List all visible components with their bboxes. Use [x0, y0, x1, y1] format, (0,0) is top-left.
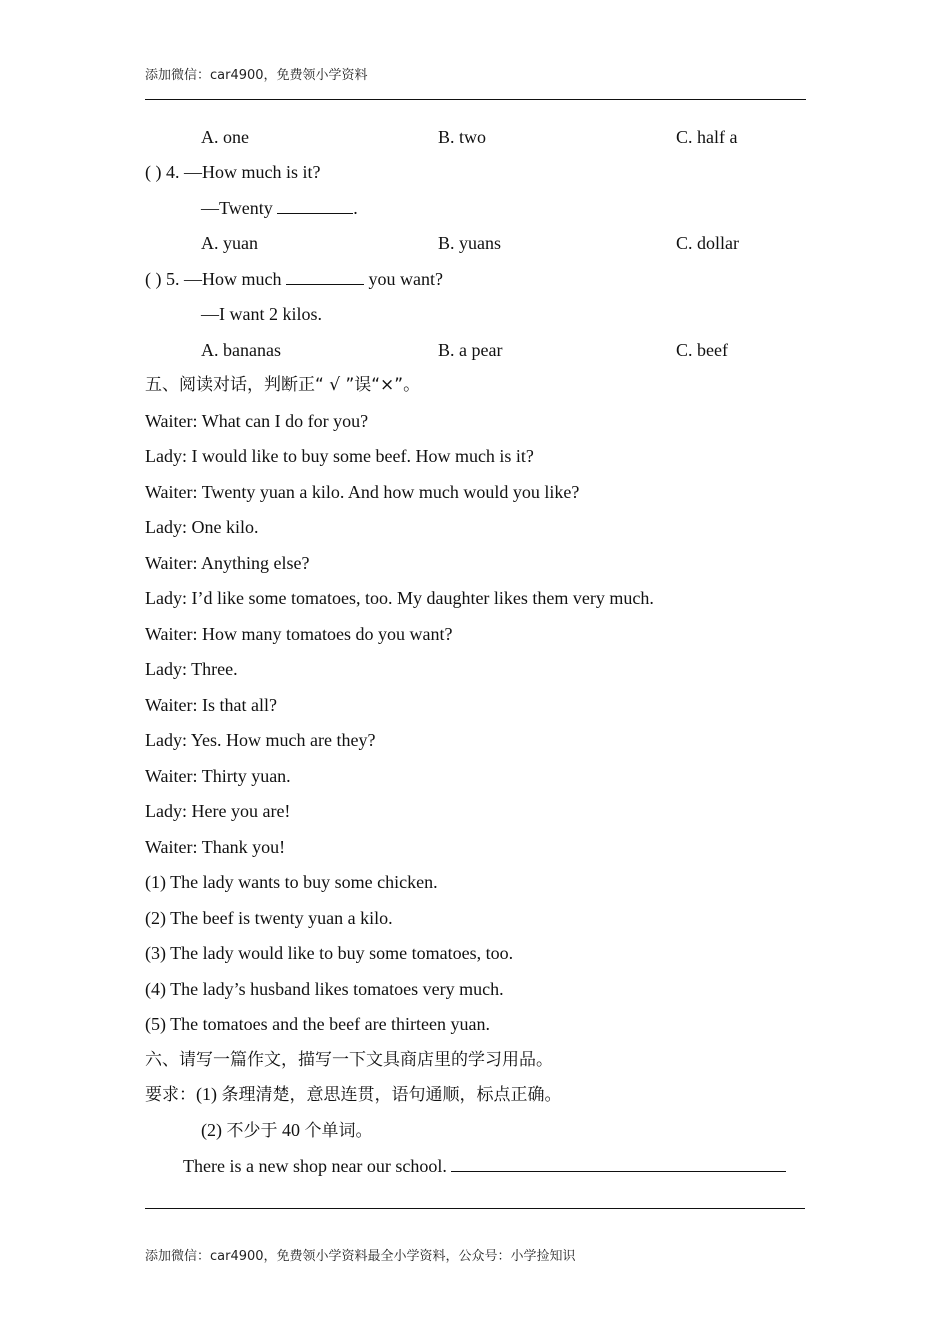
- essay-starter-text: There is a new shop near our school.: [183, 1156, 452, 1176]
- q5-blank: [286, 268, 364, 285]
- q3-option-b: B. two: [438, 127, 487, 147]
- requirement-2: [201, 1119, 373, 1142]
- q4-answer: [201, 197, 358, 219]
- q5-stem-prefix: ( ) 5. —How much: [145, 269, 286, 289]
- q4-option-b: B. yuans: [438, 233, 501, 253]
- q5-option-c: C. beef: [676, 340, 728, 360]
- q5-stem-suffix: you want?: [363, 269, 443, 289]
- q5-stem: [145, 268, 443, 290]
- q5-option-b: B. a pear: [438, 340, 503, 360]
- statement-3: (3) The lady would like to buy some tomatoes, too.: [145, 943, 514, 963]
- section6-title: 六、请写一篇作文，描写一下文具商店里的学习用品。: [145, 1050, 553, 1070]
- section5-title: 五、阅读对话，判断正“ √ ”误“×”。: [145, 375, 421, 395]
- q4-option-c: C. dollar: [676, 233, 739, 253]
- dialogue-line: Waiter: What can I do for you?: [145, 411, 369, 431]
- dialogue-line: Lady: Here you are!: [145, 801, 291, 821]
- page-footer: 添加微信：car4900，免费领小学资料最全小学资料，公众号：小学捡知识: [145, 1249, 576, 1264]
- requirement-2-mid: 不少于: [226, 1121, 278, 1141]
- dialogue-line: Waiter: How many tomatoes do you want?: [145, 624, 453, 644]
- requirement-2-end: 个单词。: [304, 1121, 373, 1141]
- dialogue-line: Lady: I would like to buy some beef. How much is it?: [145, 446, 534, 466]
- requirement-label: 要求：: [145, 1085, 196, 1105]
- requirement-1-text: 条理清楚，意思连贯，语句通顺，标点正确。: [221, 1085, 562, 1105]
- essay-starter: [183, 1155, 786, 1177]
- q4-answer-suffix: .: [353, 198, 358, 218]
- statement-1: (1) The lady wants to buy some chicken.: [145, 872, 438, 892]
- dialogue-line: Lady: One kilo.: [145, 517, 259, 537]
- dialogue-line: Waiter: Thank you!: [145, 837, 286, 857]
- dialogue-line: Waiter: Anything else?: [145, 553, 310, 573]
- q4-stem: ( ) 4. —How much is it?: [145, 162, 321, 182]
- q5-answer: —I want 2 kilos.: [201, 304, 322, 324]
- dialogue-line: Waiter: Thirty yuan.: [145, 766, 291, 786]
- requirement-1-number: (1): [196, 1084, 222, 1104]
- dialogue-line: Lady: I’d like some tomatoes, too. My daughter likes them very much.: [145, 588, 654, 608]
- dialogue-line: Waiter: Is that all?: [145, 695, 277, 715]
- q5-option-a: A. bananas: [201, 340, 281, 360]
- statement-4: (4) The lady’s husband likes tomatoes very much.: [145, 979, 504, 999]
- essay-blank-1: [451, 1155, 786, 1172]
- dialogue-line: Waiter: Twenty yuan a kilo. And how much would you like?: [145, 482, 580, 502]
- q3-option-c: C. half a: [676, 127, 738, 147]
- dialogue-line: Lady: Three.: [145, 659, 238, 679]
- requirement-2-count: 40: [277, 1120, 305, 1140]
- dialogue-line: Lady: Yes. How much are they?: [145, 730, 376, 750]
- q3-option-a: A. one: [201, 127, 249, 147]
- q4-answer-prefix: —Twenty: [201, 198, 278, 218]
- requirement-1: [145, 1083, 562, 1106]
- essay-blank-2: [145, 1208, 805, 1209]
- statement-2: (2) The beef is twenty yuan a kilo.: [145, 908, 393, 928]
- page-header: 添加微信：car4900，免费领小学资料: [145, 68, 368, 83]
- q4-blank: [277, 197, 353, 214]
- q4-option-a: A. yuan: [201, 233, 258, 253]
- requirement-2-number: (2): [201, 1120, 227, 1140]
- header-divider: [145, 99, 806, 100]
- statement-5: (5) The tomatoes and the beef are thirteen yuan.: [145, 1014, 491, 1034]
